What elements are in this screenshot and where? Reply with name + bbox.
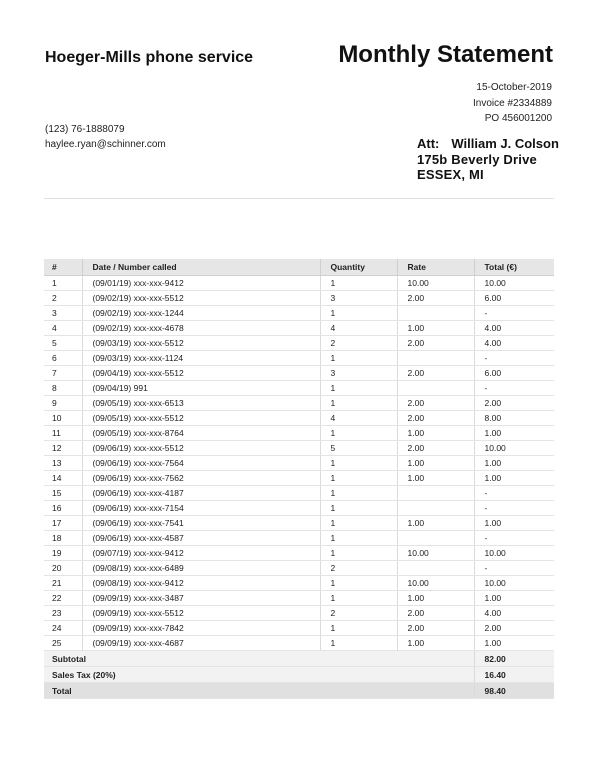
row-number: 14 xyxy=(44,471,82,486)
call-quantity: 1 xyxy=(320,456,397,471)
table-row xyxy=(44,471,554,486)
call-quantity: 1 xyxy=(320,396,397,411)
call-total: 10.00 xyxy=(474,546,554,561)
call-total: 1.00 xyxy=(474,471,554,486)
charges-table xyxy=(44,259,554,699)
table-row xyxy=(44,456,554,471)
call-quantity: 1 xyxy=(320,576,397,591)
call-quantity: 1 xyxy=(320,426,397,441)
call-rate: 2.00 xyxy=(397,366,474,381)
call-date-number: (09/02/19) xxx-xxx-4678 xyxy=(82,321,320,336)
contact-phone: (123) 76-1888079 xyxy=(45,124,125,135)
row-number: 13 xyxy=(44,456,82,471)
call-rate xyxy=(397,501,474,516)
call-rate: 2.00 xyxy=(397,396,474,411)
row-number: 9 xyxy=(44,396,82,411)
row-number: 5 xyxy=(44,336,82,351)
row-number: 18 xyxy=(44,531,82,546)
call-total: - xyxy=(474,531,554,546)
call-rate: 10.00 xyxy=(397,546,474,561)
att-label: Att: xyxy=(417,136,440,151)
call-date-number: (09/06/19) xxx-xxx-4187 xyxy=(82,486,320,501)
call-rate: 1.00 xyxy=(397,516,474,531)
row-number: 16 xyxy=(44,501,82,516)
call-quantity: 2 xyxy=(320,561,397,576)
call-rate: 1.00 xyxy=(397,591,474,606)
call-date-number: (09/05/19) xxx-xxx-5512 xyxy=(82,411,320,426)
call-total: 1.00 xyxy=(474,426,554,441)
recipient-street: 175b Beverly Drive xyxy=(417,151,537,167)
row-number: 23 xyxy=(44,606,82,621)
call-date-number: (09/06/19) xxx-xxx-5512 xyxy=(82,441,320,456)
call-quantity: 1 xyxy=(320,306,397,321)
call-rate: 2.00 xyxy=(397,411,474,426)
total-row xyxy=(44,683,554,699)
call-total: 8.00 xyxy=(474,411,554,426)
call-total: 6.00 xyxy=(474,366,554,381)
call-total: 6.00 xyxy=(474,291,554,306)
column-header: Date / Number called xyxy=(82,259,320,276)
call-rate xyxy=(397,486,474,501)
call-quantity: 1 xyxy=(320,471,397,486)
recipient-block xyxy=(417,136,559,183)
call-rate: 1.00 xyxy=(397,321,474,336)
row-number: 17 xyxy=(44,516,82,531)
table-row xyxy=(44,336,554,351)
call-quantity: 1 xyxy=(320,531,397,546)
table-row xyxy=(44,606,554,621)
statement-date: 15-October-2019 xyxy=(476,82,552,93)
row-number: 24 xyxy=(44,621,82,636)
call-total: 1.00 xyxy=(474,516,554,531)
contact-info xyxy=(45,122,166,152)
row-number: 7 xyxy=(44,366,82,381)
call-date-number: (09/06/19) xxx-xxx-4587 xyxy=(82,531,320,546)
tax-row xyxy=(44,667,554,683)
call-quantity: 4 xyxy=(320,321,397,336)
call-rate: 2.00 xyxy=(397,621,474,636)
call-quantity: 2 xyxy=(320,336,397,351)
call-date-number: (09/06/19) xxx-xxx-7564 xyxy=(82,456,320,471)
call-rate: 2.00 xyxy=(397,291,474,306)
table-row xyxy=(44,441,554,456)
call-date-number: (09/03/19) xxx-xxx-5512 xyxy=(82,336,320,351)
tax-value: 16.40 xyxy=(474,667,554,683)
company-name: Hoeger-Mills phone service xyxy=(45,49,254,66)
call-rate: 2.00 xyxy=(397,606,474,621)
po-number: PO 456001200 xyxy=(484,113,552,124)
call-total: 4.00 xyxy=(474,606,554,621)
call-total: 10.00 xyxy=(474,276,554,291)
call-total: - xyxy=(474,306,554,321)
call-date-number: (09/04/19) xxx-xxx-5512 xyxy=(82,366,320,381)
call-quantity: 3 xyxy=(320,366,397,381)
subtotal-value: 82.00 xyxy=(474,651,554,667)
call-date-number: (09/02/19) xxx-xxx-5512 xyxy=(82,291,320,306)
table-row xyxy=(44,486,554,501)
call-total: 10.00 xyxy=(474,576,554,591)
call-date-number: (09/06/19) xxx-xxx-7154 xyxy=(82,501,320,516)
table-row xyxy=(44,321,554,336)
call-total: 4.00 xyxy=(474,336,554,351)
row-number: 25 xyxy=(44,636,82,651)
statement-title: Monthly Statement xyxy=(338,41,553,68)
call-quantity: 3 xyxy=(320,291,397,306)
call-rate: 2.00 xyxy=(397,336,474,351)
total-label: Total xyxy=(44,683,474,699)
call-rate: 1.00 xyxy=(397,636,474,651)
call-total: 2.00 xyxy=(474,621,554,636)
row-number: 4 xyxy=(44,321,82,336)
call-quantity: 1 xyxy=(320,276,397,291)
table-row xyxy=(44,366,554,381)
table-row xyxy=(44,381,554,396)
call-total: 1.00 xyxy=(474,591,554,606)
row-number: 22 xyxy=(44,591,82,606)
call-quantity: 1 xyxy=(320,591,397,606)
recipient-name: William J. Colson xyxy=(451,136,559,151)
table-row xyxy=(44,546,554,561)
row-number: 2 xyxy=(44,291,82,306)
call-rate xyxy=(397,531,474,546)
call-date-number: (09/06/19) xxx-xxx-7541 xyxy=(82,516,320,531)
call-quantity: 4 xyxy=(320,411,397,426)
total-value: 98.40 xyxy=(474,683,554,699)
call-rate xyxy=(397,351,474,366)
call-quantity: 1 xyxy=(320,516,397,531)
row-number: 10 xyxy=(44,411,82,426)
table-row xyxy=(44,621,554,636)
call-rate: 1.00 xyxy=(397,426,474,441)
call-date-number: (09/04/19) 991 xyxy=(82,381,320,396)
column-header: Quantity xyxy=(320,259,397,276)
call-quantity: 2 xyxy=(320,606,397,621)
table-row xyxy=(44,516,554,531)
table-row xyxy=(44,591,554,606)
call-total: - xyxy=(474,486,554,501)
call-quantity: 1 xyxy=(320,381,397,396)
column-header: Rate xyxy=(397,259,474,276)
call-total: - xyxy=(474,501,554,516)
call-quantity: 1 xyxy=(320,636,397,651)
header-divider xyxy=(44,198,554,199)
table-row xyxy=(44,576,554,591)
row-number: 15 xyxy=(44,486,82,501)
call-date-number: (09/01/19) xxx-xxx-9412 xyxy=(82,276,320,291)
recipient-city: ESSEX, MI xyxy=(417,167,484,182)
call-rate: 1.00 xyxy=(397,471,474,486)
invoice-number: Invoice #2334889 xyxy=(473,97,552,109)
table-row xyxy=(44,561,554,576)
call-date-number: (09/02/19) xxx-xxx-1244 xyxy=(82,306,320,321)
call-date-number: (09/08/19) xxx-xxx-6489 xyxy=(82,561,320,576)
statement-meta xyxy=(473,80,552,127)
call-rate xyxy=(397,306,474,321)
table-row xyxy=(44,276,554,291)
row-number: 19 xyxy=(44,546,82,561)
call-quantity: 1 xyxy=(320,351,397,366)
table-row xyxy=(44,291,554,306)
table-row xyxy=(44,636,554,651)
row-number: 6 xyxy=(44,351,82,366)
call-date-number: (09/07/19) xxx-xxx-9412 xyxy=(82,546,320,561)
call-quantity: 1 xyxy=(320,546,397,561)
table-row xyxy=(44,396,554,411)
call-date-number: (09/09/19) xxx-xxx-3487 xyxy=(82,591,320,606)
row-number: 21 xyxy=(44,576,82,591)
subtotal-row xyxy=(44,651,554,667)
call-rate xyxy=(397,561,474,576)
call-quantity: 5 xyxy=(320,441,397,456)
row-number: 20 xyxy=(44,561,82,576)
table-row xyxy=(44,501,554,516)
call-date-number: (09/03/19) xxx-xxx-1124 xyxy=(82,351,320,366)
call-quantity: 1 xyxy=(320,621,397,636)
call-quantity: 1 xyxy=(320,486,397,501)
row-number: 12 xyxy=(44,441,82,456)
call-total: - xyxy=(474,381,554,396)
contact-email[interactable]: haylee.ryan@schinner.com xyxy=(45,139,166,150)
call-quantity: 1 xyxy=(320,501,397,516)
table-row xyxy=(44,306,554,321)
call-rate xyxy=(397,381,474,396)
call-total: 1.00 xyxy=(474,636,554,651)
row-number: 8 xyxy=(44,381,82,396)
call-date-number: (09/09/19) xxx-xxx-4687 xyxy=(82,636,320,651)
column-header: # xyxy=(44,259,82,276)
call-date-number: (09/09/19) xxx-xxx-5512 xyxy=(82,606,320,621)
call-date-number: (09/05/19) xxx-xxx-6513 xyxy=(82,396,320,411)
subtotal-label: Subtotal xyxy=(44,651,474,667)
call-rate: 1.00 xyxy=(397,456,474,471)
call-date-number: (09/05/19) xxx-xxx-8764 xyxy=(82,426,320,441)
call-total: 1.00 xyxy=(474,456,554,471)
tax-label: Sales Tax (20%) xyxy=(44,667,474,683)
call-rate: 2.00 xyxy=(397,441,474,456)
call-date-number: (09/08/19) xxx-xxx-9412 xyxy=(82,576,320,591)
row-number: 11 xyxy=(44,426,82,441)
call-rate: 10.00 xyxy=(397,276,474,291)
call-date-number: (09/09/19) xxx-xxx-7842 xyxy=(82,621,320,636)
call-total: - xyxy=(474,561,554,576)
row-number: 3 xyxy=(44,306,82,321)
table-row xyxy=(44,426,554,441)
call-date-number: (09/06/19) xxx-xxx-7562 xyxy=(82,471,320,486)
call-total: 4.00 xyxy=(474,321,554,336)
table-header-row xyxy=(44,259,554,276)
column-header: Total (€) xyxy=(474,259,554,276)
table-row xyxy=(44,351,554,366)
call-rate: 10.00 xyxy=(397,576,474,591)
call-total: 10.00 xyxy=(474,441,554,456)
call-total: - xyxy=(474,351,554,366)
table-row xyxy=(44,531,554,546)
call-total: 2.00 xyxy=(474,396,554,411)
row-number: 1 xyxy=(44,276,82,291)
table-row xyxy=(44,411,554,426)
